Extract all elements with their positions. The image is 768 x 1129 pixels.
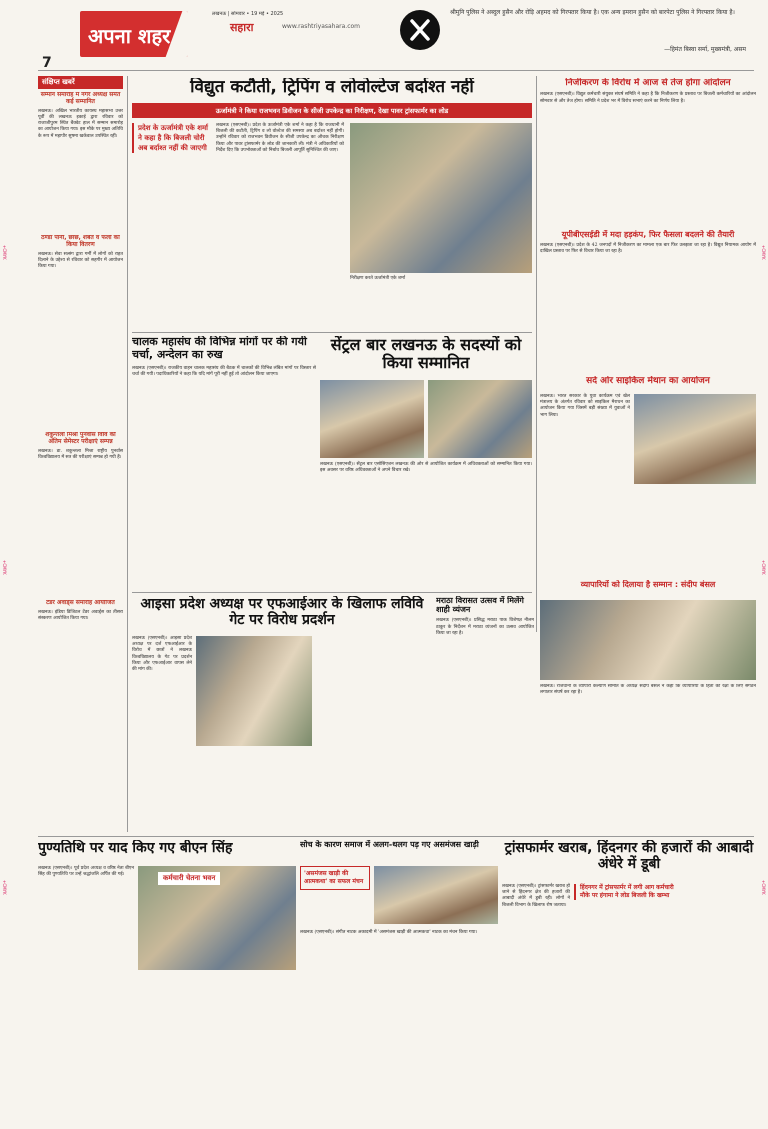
aisa-story — [132, 596, 432, 832]
soch-photo — [374, 866, 498, 924]
traders-body: लखनऊ। राजधानी के व्यापारी कल्याण समिति के अध्यक्ष संदीप बंसल ने कहा कि व्यापारियों के हितों की रक्षा के लिए संगठन लगातार संघर्ष कर रहा है। — [540, 684, 756, 696]
aisa-body: लखनऊ (एसएनबी)। आइसा प्रदेश अध्यक्ष पर दर्ज एफआईआर के विरोध में छात्रों ने लखनऊ विश्वविद्यालय के गेट पर प्रदर्शन किया और एफआईआर वापस लेने की मांग की। — [132, 636, 192, 673]
aisa-headline: आइसा प्रदेश अध्यक्ष पर एफआईआर के खिलाफ लविवि गेट पर विरोध प्रदर्शन — [140, 596, 424, 629]
crop-mark: +CMYK — [2, 880, 7, 895]
right-top-story — [540, 78, 756, 228]
cycle-body: लखनऊ। भारत सरकार के युवा कार्यक्रम एवं खेल मंत्रालय के अंतर्गत रविवार को साइकिल मैराथन का आयोजन किया गया जिसमें बड़ी संख्या में युवाओं ने भाग लिया। — [540, 394, 630, 418]
crop-mark: +CMYK — [2, 245, 7, 260]
sidebar-item-body: लखनऊ। इंडिया डिजिटल टेंडर अवार्ड्स का तीसरा संस्करण आयोजित किया गया। — [38, 609, 123, 622]
chalak-headline: चालक महासंघ की विभिन्न मांगों पर की गयी चर्चा, अन्देलन का रुख — [132, 336, 307, 361]
date-line: लखनऊ | सोमवार • 19 मई • 2025 — [212, 11, 284, 17]
sidebar-item-title: शकुन्तला मिश्रा पुनर्वास विवि की अंतिम सेमेस्टर परीक्षाएं सम्पन्न — [45, 432, 116, 445]
lead-body: लखनऊ (एसएनबी)। प्रदेश के ऊर्जामंत्री एके शर्मा ने कहा है कि राजधानी में बिजली की कटौती, ट्रिपिंग व लो वोल्टेज की समस्या अब बर्दाश्त नहीं होगी। उन्होंने रविवार को राजभवन डिवीजन के सीजी उपकेन्द्र का औचक निरीक्षण किया और पावर ट्रांसफार्मर के लोड की जानकारी ली। मंत्री ने अधिकारियों को निर्देश दिए कि उपभोक्ताओं को निर्बाध बिजली आपूर्ति सुनिश्चित की जाए। — [216, 123, 344, 153]
crop-mark: +CMYK — [761, 560, 766, 575]
paper-name: सहारा — [230, 21, 254, 34]
chalak-body: लखनऊ (एसएनबी)। राजकीय वाहन चालक महासंघ की बैठक में चालकों की विभिन्न लंबित मांगों पर विस्तार से चर्चा की गयी। पदाधिकारियों ने कहा कि यदि मांगें पूरी नहीं हुईं तो आंदोलन किया जाएगा। — [132, 366, 316, 378]
column-rule — [536, 76, 537, 632]
traders-photo — [540, 600, 756, 680]
sidebar-item-title: टेंडर अवार्ड्स समारोह आयोजित — [46, 600, 115, 606]
cycle-photo — [634, 394, 756, 484]
sidebar-item — [38, 600, 123, 680]
soch-pullquote: 'असमंजस खाड़ी की आत्मकथा' का सफल मंचन — [300, 866, 370, 890]
ups-headline: यूपीबीएसईडी में मदा हड़कंप, फिर फैसला बदलने की तैयारी — [561, 230, 735, 239]
chalak-story — [132, 336, 316, 586]
bn-singh-body: लखनऊ (एसएनबी)। पूर्व प्रदेश अध्यक्ष व वरिष्ठ नेता बीएन सिंह की पुण्यतिथि पर उन्हें श्रद्धांजलि अर्पित की गई। — [38, 866, 134, 878]
soch-body: लखनऊ (एसएनबी)। संगीत नाटक अकादमी में 'असमंजस खाड़ी की आत्मकथा' नाटक का मंचन किया गया। — [300, 930, 478, 935]
bn-singh-headline: पुण्यतिथि पर याद किए गए बीएन सिंह — [38, 840, 233, 856]
x-logo-icon — [400, 10, 440, 50]
lead-subhead: ऊर्जामंत्री ने किया राजभवन डिवीजन के सीजी उपकेन्द्र का निरीक्षण, देखा पावर ट्रांसफार्मर का लोड — [132, 103, 532, 118]
transformer-pullquote: हिंदनगर में ट्रांसफार्मर में लगी आग कर्मचारी मौके पर हंगामा ने लोड बिजली कि खम्भा — [574, 884, 674, 900]
cycle-headline: सर्द ओर साइकिल मेंथान का आयोजन — [586, 376, 710, 386]
right-top-body: लखनऊ (एसएनबी)। विद्युत कर्मचारी संयुक्त संघर्ष समिति ने कहा है कि निजीकरण के प्रस्ताव पर बिजली कर्मचारियों का आंदोलन सोमवार से और तेज होगा। समिति ने प्रदेश भर में विरोध सभाएं करने का निर्णय लिया है। — [540, 92, 756, 104]
crop-mark: +CMYK — [761, 880, 766, 895]
soch-headline: सोच के कारण समाज में अलग-थलग पड़ गए असमंजस खाड़ी — [300, 840, 479, 849]
soch-story — [300, 840, 498, 1120]
lead-pullquote: प्रदेश के ऊर्जामंत्री एके शर्मा ने कहा है कि बिजली चोरी अब बर्दाश्त नहीं की जाएगी — [132, 123, 212, 153]
bn-singh-story — [38, 840, 296, 1120]
crop-mark: +CMYK — [761, 245, 766, 260]
central-bar-headline: सेंट्रल बार लखनऊ के सदस्यों को किया सम्मानित — [330, 336, 522, 373]
maratha-body: लखनऊ (एसएनबी)। प्रसिद्ध मराठा पाक विशेषज्ञ नीलम ठाकुर के निर्देशन में मराठा व्यंजनों का उत्सव आयोजित किया जा रहा है। — [436, 618, 534, 636]
sidebar-header-text: संक्षिप्त खबरें — [42, 78, 75, 86]
quote-box — [450, 8, 750, 64]
traders-body-wrap — [540, 684, 756, 824]
cycle-story — [540, 376, 756, 576]
bn-singh-photo — [138, 866, 296, 970]
ups-body: लखनऊ (एसएनबी)। प्रदेश के 42 जनपदों में निजीकरण का मामला एक बार फिर उलझता जा रहा है। विद्युत नियामक आयोग में दाखिल प्रस्ताव पर फिर से विचार किया जा रहा है। — [540, 243, 756, 255]
sidebar-item — [38, 432, 123, 522]
quote-source: —हिमंत बिस्वा सर्मा, मुख्यमंत्री, असम — [664, 46, 746, 53]
central-bar-photo — [428, 380, 532, 458]
right-top-headline: निजीकरण के विरोध में आज से तेज होगा आंदोलन — [565, 78, 731, 88]
maratha-headline: मराठा विरासत उत्सव में मिलेंगे शाही व्यंजन — [436, 596, 524, 615]
aisa-photo — [196, 636, 312, 746]
sidebar-item — [38, 235, 123, 315]
sidebar-item — [38, 92, 123, 222]
sidebar-item-body: लखनऊ। डा. शकुन्तला मिश्रा राष्ट्रीय पुनर्वास विश्वविद्यालय में सत्र की परीक्षाएं सम्पन्न हो गयी हैं। — [38, 448, 123, 460]
maratha-story — [436, 596, 534, 832]
masthead-center — [212, 11, 402, 59]
page-number — [38, 9, 60, 69]
section-rule — [38, 836, 754, 837]
central-bar-photo — [320, 380, 424, 458]
crop-mark: +CMYK — [2, 560, 7, 575]
lead-story — [132, 78, 532, 328]
section-logo — [80, 11, 188, 57]
section-rule — [132, 592, 532, 593]
transformer-body: लखनऊ (एसएनबी)। ट्रांसफार्मर खराब हो जाने से हिंदनगर क्षेत्र की हजारों की आबादी अंधेरे में डूबी रही। लोगों ने बिजली विभाग के खिलाफ रोष जताया। — [502, 884, 570, 908]
lead-photo-caption: निरीक्षण करते ऊर्जामंत्री एके शर्मा — [350, 276, 406, 281]
sidebar-item-title: सम्मान समारोह में नगर अध्यक्ष समेत कई सम्मानित — [40, 92, 121, 105]
sidebar-item-title: ठण्डा पानी, छाछ, शर्बत व फलों का किया वितरण — [41, 235, 120, 248]
website: www.rashtriyasahara.com — [282, 23, 361, 30]
section-rule — [132, 332, 532, 333]
transformer-headline: ट्रांसफार्मर खराब, हिंदनगर की हजारों की आबादी अंधेरे में डूबी — [504, 840, 754, 873]
section-logo-text: अपना शहर — [88, 24, 171, 48]
sidebar-header — [38, 76, 123, 89]
transformer-story — [502, 840, 756, 1120]
quote-text: श्रीमुनि पुलिस ने अब्दुल हुसैन और रोड़ि अहमद को गिरफ्तार किया है। एक अन्य इमरान हुसैन को बारपेटा पुलिस ने गिरफ्तार किया है। — [450, 9, 735, 16]
masthead-rule — [38, 70, 754, 71]
lead-photo — [350, 123, 532, 273]
column-rule — [127, 76, 128, 832]
traders-story — [540, 580, 756, 600]
central-bar-story — [320, 336, 532, 586]
ups-story — [540, 230, 756, 372]
sidebar-item-body: लखनऊ। सेवा सत्संग द्वारा गर्मी में लोगों को राहत दिलाने के उद्देश्य से रविवार को सहगीर में आयोजन किया गया। — [38, 251, 123, 270]
traders-headline: व्यापारियों को दिलाया है सम्मान : संदीप बंसल — [580, 580, 716, 589]
photo-banner: कर्मचारी चेतना भवन — [158, 872, 220, 885]
lead-headline: विद्युत कटौती, ट्रिपिंग व लोवोल्टेज बर्दाश्त नहीं — [190, 78, 474, 97]
page-number-text: 7 — [42, 55, 52, 69]
sidebar-item-body: लखनऊ। अखिल भारतीय कायस्थ महासभा उत्तर पूर्वी की लखनऊ इकाई द्वारा रविवार को राजाजीपुरम स्थित बैंक्वेट हाल में सम्मान समारोह का आयोजन किया गया। इस मौके पर मुख्य अतिथि के रूप में महापौर सुषमा खर्कवाल उपस्थित रहीं। — [38, 108, 123, 139]
central-bar-body: लखनऊ (एसएनबी)। सेंट्रल बार एसोसिएशन लखनऊ की ओर से आयोजित कार्यक्रम में अधिवक्ताओं को सम्मानित किया गया। इस अवसर पर वरिष्ठ अधिवक्ताओं ने अपने विचार रखे। — [320, 462, 532, 474]
